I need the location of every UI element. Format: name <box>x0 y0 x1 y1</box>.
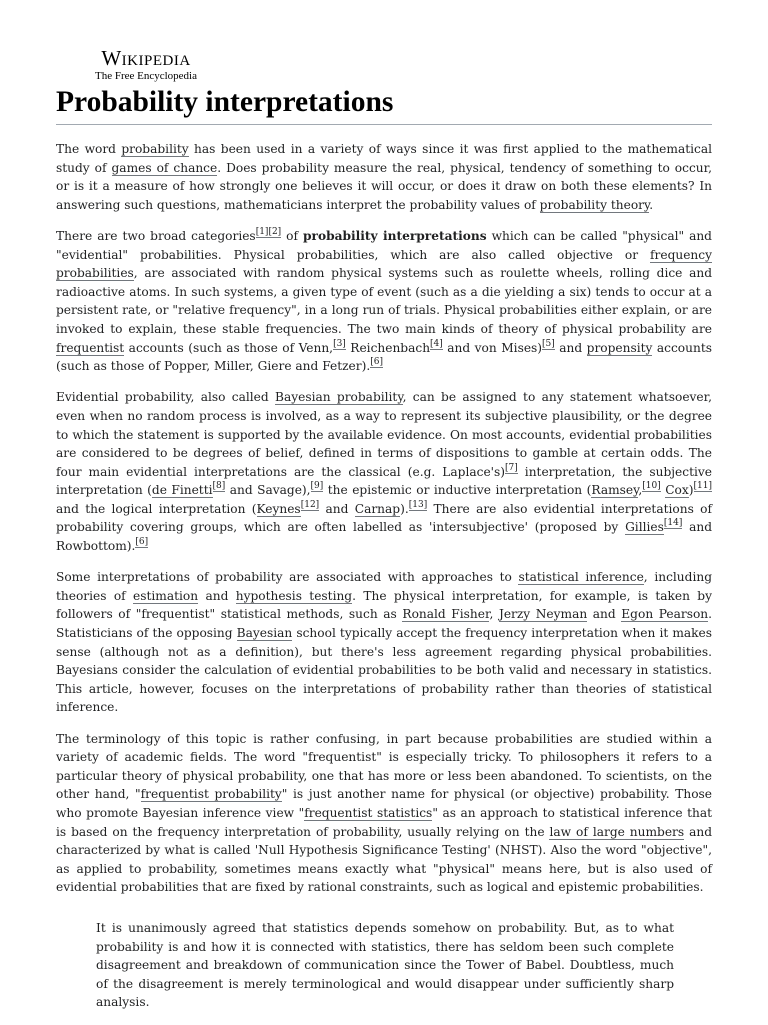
citation <box>135 537 148 548</box>
citation <box>664 518 682 529</box>
link-de-finetti[interactable]: de Finetti <box>151 483 213 498</box>
link-frequentist-probability[interactable]: frequentist probability <box>140 787 282 802</box>
link-probability[interactable]: probability <box>121 142 189 156</box>
citation <box>505 463 518 474</box>
link-carnap[interactable]: Carnap <box>354 501 401 516</box>
link-games-of-chance[interactable]: games of chance <box>111 160 218 175</box>
citation <box>370 357 383 368</box>
link-cox[interactable]: Cox <box>665 483 689 498</box>
text: and Rowbottom). <box>56 520 712 554</box>
text: and <box>554 340 587 355</box>
text: has been used in a variety of ways since it was first applied to the mathematical study of <box>56 142 712 175</box>
page-title: Probability interpretations <box>56 84 712 125</box>
text: The terminology of this topic is rather confusing, in part because probabilities are studied within a variety of academic fields. The word "frequentist" is especially tricky. To philosophers it refers to a particular theory of physical probability, one that has more or less been abandoned. To scientists, on the other hand, " <box>56 731 712 802</box>
citation <box>301 500 319 511</box>
citation <box>430 339 443 350</box>
citation <box>213 481 226 492</box>
citation <box>642 481 660 492</box>
citation-link-7[interactable]: [7] <box>505 462 518 473</box>
link-ramsey[interactable]: Ramsey <box>591 483 639 498</box>
link-estimation[interactable]: estimation <box>133 588 199 603</box>
text: and <box>198 588 236 603</box>
link-egon-pearson[interactable]: Egon Pearson <box>621 607 709 622</box>
logo-wordmark: Wikipedia <box>101 46 191 70</box>
citation <box>409 500 427 511</box>
citation-link-1[interactable]: [1] <box>255 226 269 237</box>
text: interpretation, the subjective interpretation ( <box>56 464 712 498</box>
link-propensity[interactable]: propensity <box>586 340 653 355</box>
citation-link-9[interactable]: [9] <box>310 481 324 492</box>
paragraph-inference <box>56 568 712 717</box>
paragraph-intro <box>56 140 712 214</box>
paragraph-evidential <box>56 388 712 555</box>
text: , including theories of <box>56 570 712 603</box>
citation-link-6b[interactable]: [6] <box>135 537 149 548</box>
citation <box>256 227 282 238</box>
text: accounts (such as those of Popper, Miller, Giere and Fetzer). <box>56 340 712 374</box>
text: . <box>649 197 654 212</box>
link-frequency-probabilities[interactable]: frequency probabilities <box>56 247 712 281</box>
link-frequentist[interactable]: frequentist <box>56 340 125 355</box>
text: The word <box>56 142 122 156</box>
wikipedia-logo[interactable] <box>76 48 216 82</box>
link-law-of-large-numbers[interactable]: law of large numbers <box>549 824 685 839</box>
text: and <box>587 607 622 622</box>
logo-tagline: The Free Encyclopedia <box>94 70 197 82</box>
text: , <box>638 483 643 498</box>
text: accounts (such as those of Venn, <box>124 340 334 355</box>
link-jerzy-neyman[interactable]: Jerzy Neyman <box>498 607 588 622</box>
citation-link-5[interactable]: [5] <box>542 338 555 349</box>
text: and Savage), <box>225 483 311 498</box>
text: and von Mises) <box>442 340 543 355</box>
link-probability-theory[interactable]: probability theory <box>539 197 650 212</box>
citation <box>694 481 712 492</box>
text: Reichenbach <box>345 340 431 355</box>
link-bayesian[interactable]: Bayesian <box>236 626 293 641</box>
link-ronald-fisher[interactable]: Ronald Fisher <box>402 607 490 622</box>
link-frequentist-statistics[interactable]: frequentist statistics <box>304 805 433 820</box>
block-quote <box>96 919 674 1012</box>
citation-link-10[interactable]: [10] <box>642 481 661 492</box>
citation-link-11[interactable]: [11] <box>693 481 713 492</box>
link-keynes[interactable]: Keynes <box>256 501 301 516</box>
text: and <box>319 501 355 516</box>
text: ) <box>688 483 694 498</box>
text: the epistemic or inductive interpretation ( <box>323 483 592 498</box>
paragraph-terminology <box>56 730 712 897</box>
text: of <box>281 228 303 243</box>
link-bayesian-probability[interactable]: Bayesian probability <box>275 390 403 405</box>
citation-link-12[interactable]: [12] <box>300 499 320 510</box>
citation <box>333 339 346 350</box>
text: , <box>489 607 499 622</box>
text: ). <box>400 501 409 516</box>
quote-text: It is unanimously agreed that statistics depends somehow on probability. But, as to what probability is and how it is connected with statistics, there has seldom been such complete disagreement and breakdown of communication since the Tower of Babel. Doubtless, much of the disagreement is merely terminological and would disappear under sufficiently sharp analysis. <box>96 920 674 1010</box>
citation-link-8[interactable]: [8] <box>212 481 226 492</box>
text: school typically accept the frequency interpretation when it makes sense (although not as a definition), but there's less agreement regarding physical probabilities. Bayesians consider the calculation of evidential probabilities to be both valid and necessary in statistics. This article, however, focuses on the interpretations of probability rather than theories of statistical inference. <box>56 626 712 715</box>
link-gillies[interactable]: Gillies <box>625 520 664 535</box>
text: and characterized by what is called 'Null Hypothesis Significance Testing' (NHST). Also the word "objective", as applied to probability, sometimes means exactly what "physical" means here, but is also used of evidential probabilities that are fixed by rational constraints, such as logical and epistemic probabilities. <box>56 824 712 895</box>
text: , are associated with random physical systems such as roulette wheels, rolling dice and radioactive atoms. In such systems, a given type of event (such as a die yielding a six) tends to occur at a persistent rate, or "relative frequency", in a long run of trials. Physical probabilities either explain, or are invoked to explain, these stable frequencies. The two main kinds of theory of physical probability are <box>56 266 712 336</box>
citation <box>542 339 555 350</box>
text: Evidential probability, also called <box>56 390 275 405</box>
bold-term: probability interpretations <box>303 228 487 243</box>
text: and the logical interpretation ( <box>56 501 257 516</box>
text: There are also evidential interpretations of probability covering groups, which are often labelled as 'intersubjective' (proposed by <box>56 501 712 535</box>
text: There are two broad categories <box>56 228 256 243</box>
article-body <box>56 140 712 1025</box>
citation-link-4[interactable]: [4] <box>430 338 443 349</box>
text: . Does probability measure the real, physical, tendency of something to occur, or is it a measure of how strongly one believes it will occur, or does it draw on both these elements? In answering such questions, mathematicians interpret the probability values of <box>56 160 712 212</box>
citation-link-14[interactable]: [14] <box>663 518 683 529</box>
citation-link-2[interactable]: [2] <box>268 226 282 237</box>
citation <box>311 481 324 492</box>
text: , can be assigned to any statement whatsoever, even when no random process is involved, as a way to represent its subjective plausibility, or the degree to which the statement is supported by the available evidence. On most accounts, evidential probabilities are considered to be degrees of belief, defined in terms of dispositions to gamble at certain odds. The four main evidential interpretations are the classical (e.g. Laplace's) <box>56 390 712 479</box>
text: . The physical interpretation, for example, is taken by followers of "frequentist" statistical methods, such as <box>56 588 712 622</box>
link-statistical-inference[interactable]: statistical inference <box>518 570 644 585</box>
text: " is just another name for physical (or objective) probability. Those who promote Bayesian inference view " <box>56 787 712 820</box>
text: " as an approach to statistical inference that is based on the frequency interpretation of probability, usually relying on the <box>56 805 712 839</box>
citation-link-13[interactable]: [13] <box>408 499 428 510</box>
text: Some interpretations of probability are associated with approaches to <box>56 570 519 585</box>
paragraph-categories <box>56 227 712 376</box>
citation-link-6[interactable]: [6] <box>370 357 383 368</box>
text: which can be called "physical" and "evidential" probabilities. Physical probabilities, which are also called objective or <box>56 228 712 262</box>
link-hypothesis-testing[interactable]: hypothesis testing <box>235 588 353 603</box>
text: . Statisticians of the opposing <box>56 607 713 641</box>
citation-link-3[interactable]: [3] <box>333 338 346 349</box>
